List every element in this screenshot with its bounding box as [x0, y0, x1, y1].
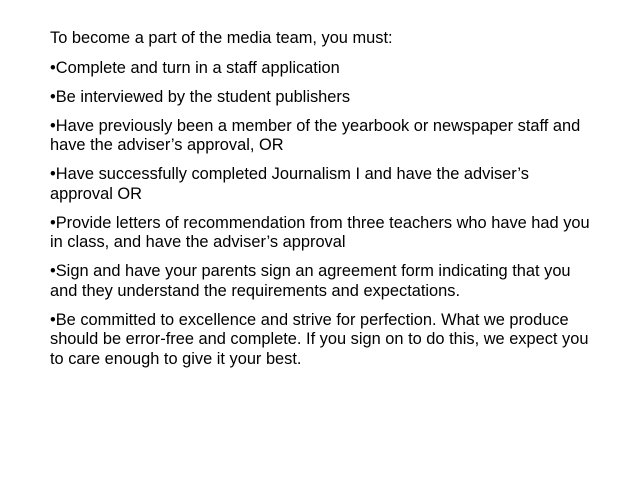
list-item-text: Be interviewed by the student publishers [55, 87, 351, 106]
bullet: • [50, 310, 56, 329]
list-item [50, 311, 590, 370]
list-item [50, 262, 590, 301]
list-item [50, 214, 590, 253]
list-item-text: Have successfully completed Journalism I and have the adviser’s approval OR [50, 165, 529, 203]
bullet: • [50, 87, 56, 106]
list-item-text: Complete and turn in a staff application [55, 58, 340, 77]
bullet: • [50, 165, 56, 183]
bullet: • [50, 116, 56, 135]
list-item [50, 59, 590, 79]
list-item [50, 165, 590, 204]
bullet: • [50, 58, 56, 77]
bullet: • [50, 262, 56, 280]
bullet: • [50, 213, 56, 232]
requirements-list [50, 59, 590, 370]
list-item-text: Sign and have your parents sign an agreement form indicating that you and they understand the requirements and expectations. [50, 262, 571, 300]
list-item [50, 88, 590, 108]
list-item-text: Be committed to excellence and strive for perfection. What we produce should be error-free and complete. If you sign on to do this, we expect you to care enough to give it your best. [50, 310, 589, 368]
list-item [50, 117, 590, 156]
slide-content [50, 29, 590, 379]
intro-text: To become a part of the media team, you must: [50, 29, 393, 47]
list-item-text: Provide letters of recommendation from three teachers who have had you in class, and have the adviser’s approval [50, 213, 590, 251]
list-item-text: Have previously been a member of the yearbook or newspaper staff and have the adviser’s approval, OR [50, 116, 581, 154]
